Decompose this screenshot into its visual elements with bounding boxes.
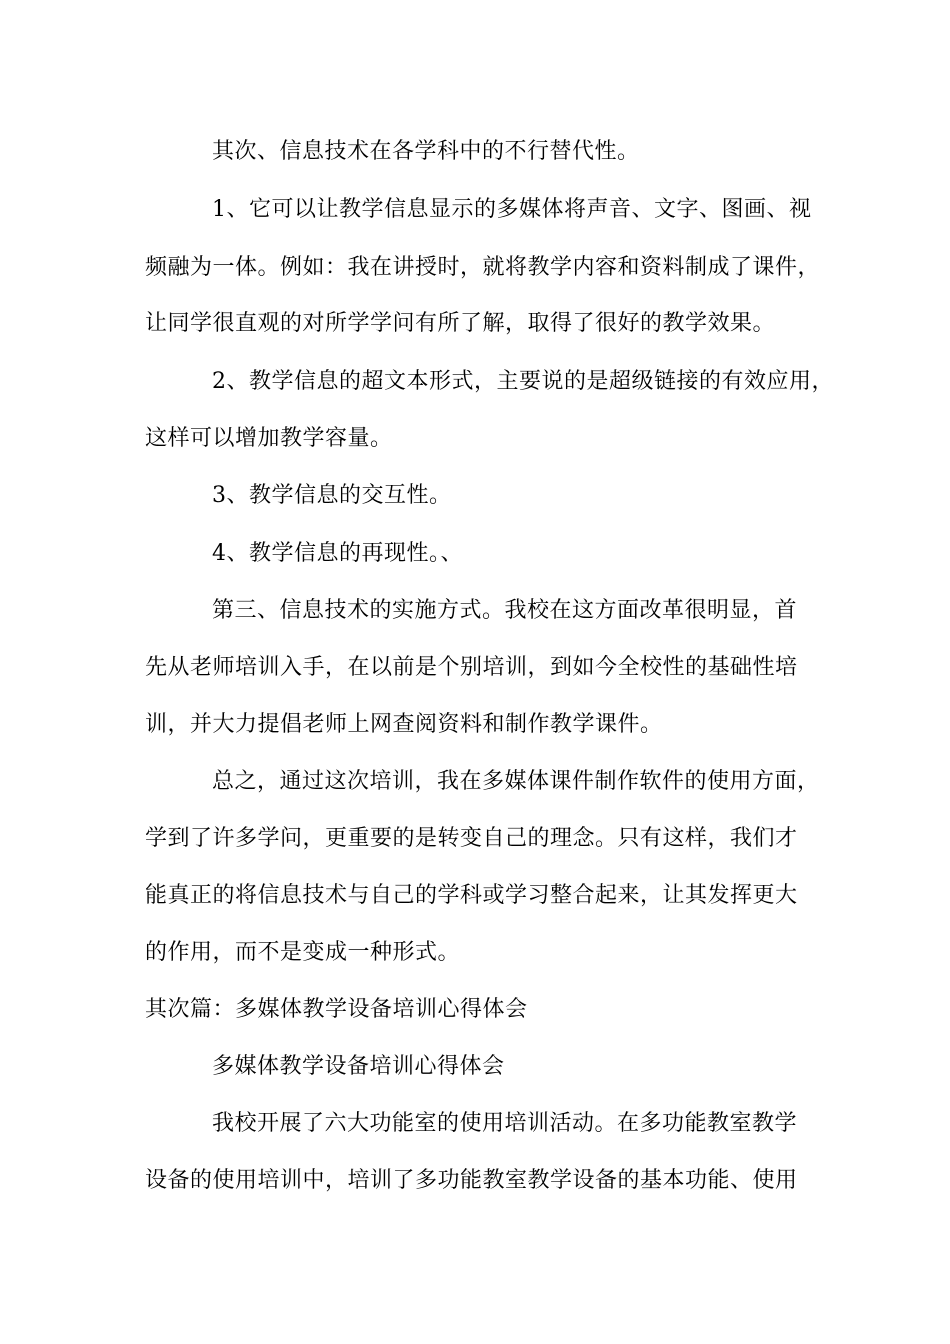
document-subtitle: 多媒体教学设备培训心得体会 xyxy=(212,1054,505,1079)
paragraph-line: 设备的使用培训中，培训了多功能教室教学设备的基本功能、使用 xyxy=(145,1168,798,1193)
paragraph-line: 1、它可以让教学信息显示的多媒体将声音、文字、图画、视 xyxy=(212,197,812,222)
paragraph-line: 训，并大力提倡老师上网查阅资料和制作教学课件。 xyxy=(145,712,663,737)
paragraph-line: 4、教学信息的再现性。、 xyxy=(212,541,463,566)
section-heading: 其次篇：多媒体教学设备培训心得体会 xyxy=(145,997,528,1022)
paragraph-line: 3、教学信息的交互性。 xyxy=(212,483,452,508)
paragraph-line: 其次、信息技术在各学科中的不行替代性。 xyxy=(212,139,640,164)
paragraph-line: 让同学很直观的对所学学问有所了解，取得了很好的教学效果。 xyxy=(145,311,776,336)
paragraph-line: 我校开展了六大功能室的使用培训活动。在多功能教室教学 xyxy=(212,1111,798,1136)
paragraph-line: 总之，通过这次培训，我在多媒体课件制作软件的使用方面， xyxy=(212,769,820,794)
paragraph-line: 第三、信息技术的实施方式。我校在这方面改革很明显，首 xyxy=(212,598,798,623)
paragraph-line: 先从老师培训入手，在以前是个别培训，到如今全校性的基础性培 xyxy=(145,655,798,680)
paragraph-line: 学到了许多学问，更重要的是转变自己的理念。只有这样，我们才 xyxy=(145,826,798,851)
paragraph-line: 的作用，而不是变成一种形式。 xyxy=(145,940,461,965)
paragraph-line: 这样可以增加教学容量。 xyxy=(145,426,393,451)
paragraph-line: 能真正的将信息技术与自己的学科或学习整合起来，让其发挥更大 xyxy=(145,883,798,908)
paragraph-line: 频融为一体。例如：我在讲授时，就将教学内容和资料制成了课件， xyxy=(145,255,821,280)
paragraph-line: 2、教学信息的超文本形式，主要说的是超级链接的有效应用， xyxy=(212,369,834,394)
